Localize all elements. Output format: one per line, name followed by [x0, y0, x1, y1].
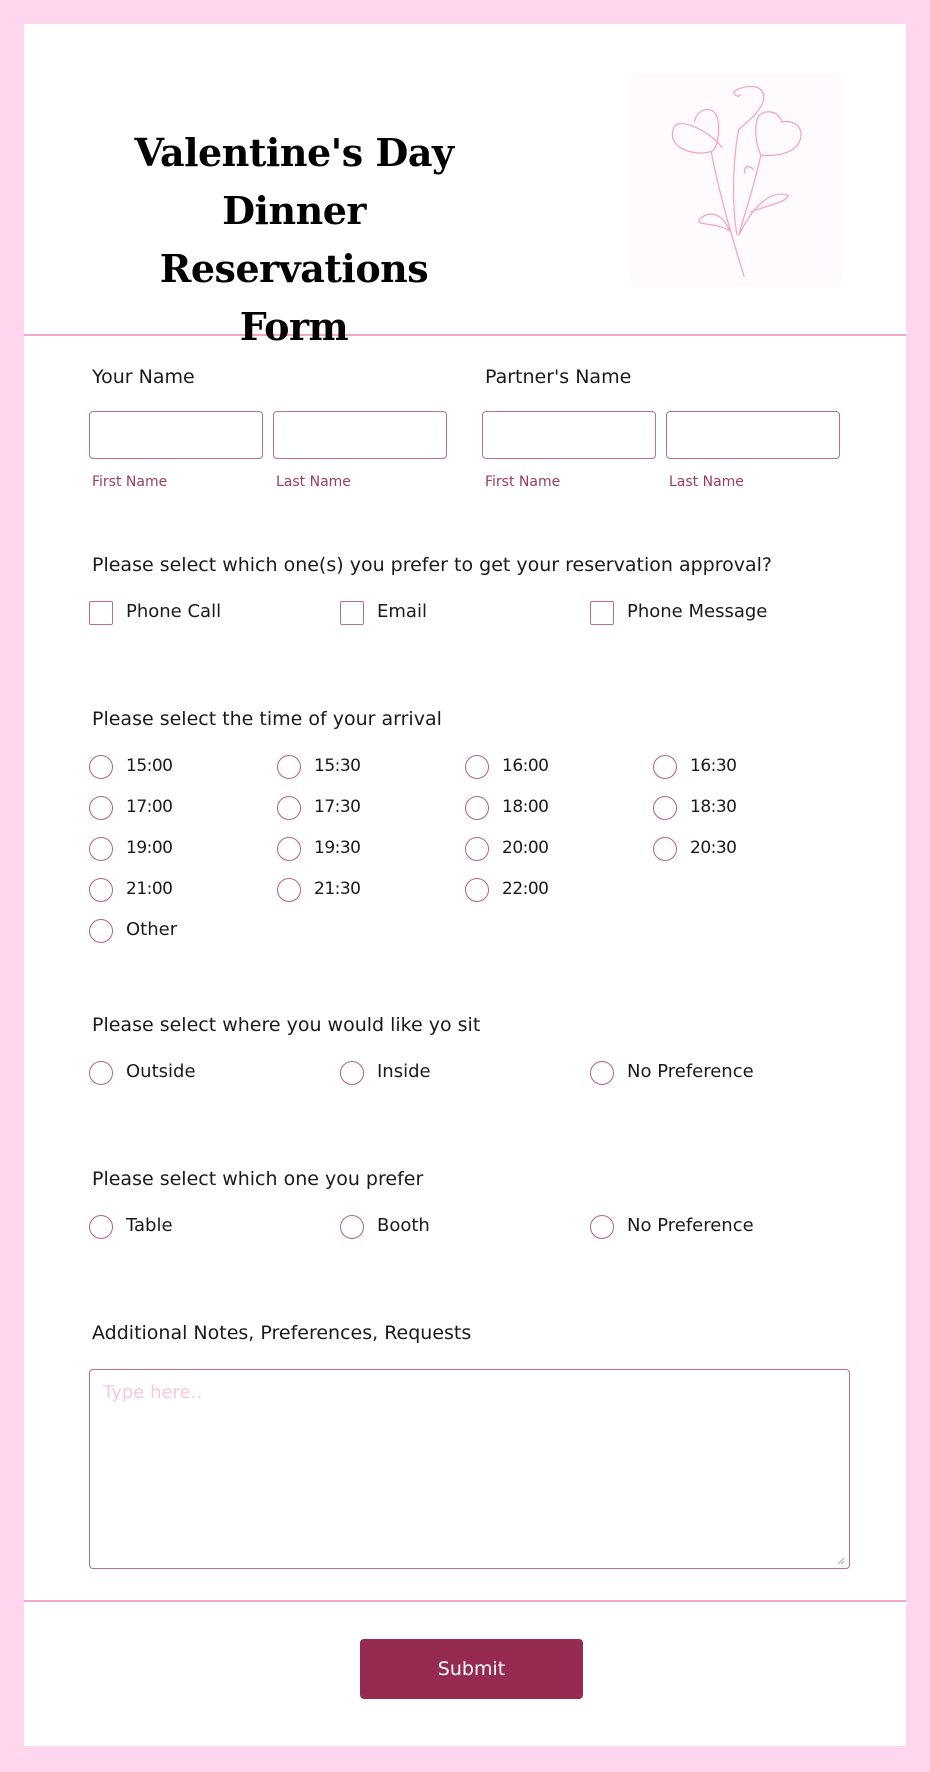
- arrival-label-2000[interactable]: 20:00: [502, 838, 549, 858]
- heart-flowers-illustration: [630, 74, 842, 286]
- arrival-label-1630[interactable]: 16:30: [690, 756, 737, 776]
- your-first-name-sublabel: First Name: [92, 474, 168, 490]
- approval-phone-message-checkbox[interactable]: [590, 601, 614, 625]
- seating-outside-radio[interactable]: [89, 1061, 113, 1085]
- form-card: [24, 24, 906, 1746]
- arrival-label-1900[interactable]: 19:00: [126, 838, 173, 858]
- partner-first-name-sublabel: First Name: [485, 474, 561, 490]
- seating-inside-radio[interactable]: [340, 1061, 364, 1085]
- your-last-name-input[interactable]: [273, 411, 447, 459]
- footer-divider: [24, 1600, 906, 1602]
- arrival-radio-1630[interactable]: [653, 755, 677, 779]
- arrival-label-1700[interactable]: 17:00: [126, 797, 173, 817]
- table-type-table-label[interactable]: Table: [126, 1215, 173, 1236]
- partner-last-name-input[interactable]: [666, 411, 840, 459]
- arrival-radio-1830[interactable]: [653, 796, 677, 820]
- arrival-label-1600[interactable]: 16:00: [502, 756, 549, 776]
- your-name-label: Your Name: [92, 366, 195, 388]
- arrival-radio-1530[interactable]: [277, 755, 301, 779]
- arrival-label-1730[interactable]: 17:30: [314, 797, 361, 817]
- seating-outside-label[interactable]: Outside: [126, 1061, 196, 1082]
- seating-inside-label[interactable]: Inside: [377, 1061, 431, 1082]
- table-type-table-radio[interactable]: [89, 1215, 113, 1239]
- resize-handle-icon[interactable]: [837, 1557, 845, 1565]
- arrival-radio-2100[interactable]: [89, 878, 113, 902]
- approval-phone-call-checkbox[interactable]: [89, 601, 113, 625]
- arrival-radio-1500[interactable]: [89, 755, 113, 779]
- partner-first-name-input[interactable]: [482, 411, 656, 459]
- arrival-radio-other[interactable]: [89, 919, 113, 943]
- your-first-name-input[interactable]: [89, 411, 263, 459]
- table-type-question: Please select which one you prefer: [92, 1168, 424, 1190]
- seating-no-preference-radio[interactable]: [590, 1061, 614, 1085]
- arrival-radio-1800[interactable]: [465, 796, 489, 820]
- arrival-label-other[interactable]: Other: [126, 919, 178, 940]
- approval-email-label[interactable]: Email: [377, 601, 427, 622]
- seating-no-preference-label[interactable]: No Preference: [627, 1061, 754, 1082]
- arrival-radio-1730[interactable]: [277, 796, 301, 820]
- approval-question: Please select which one(s) you prefer to get your reservation approval?: [92, 554, 772, 576]
- partner-last-name-sublabel: Last Name: [669, 474, 744, 490]
- notes-label: Additional Notes, Preferences, Requests: [92, 1322, 472, 1344]
- submit-button[interactable]: Submit: [360, 1639, 583, 1699]
- approval-phone-message-label[interactable]: Phone Message: [627, 601, 768, 622]
- table-type-no-preference-label[interactable]: No Preference: [627, 1215, 754, 1236]
- arrival-label-2100[interactable]: 21:00: [126, 879, 173, 899]
- form-header: [24, 24, 906, 349]
- form-title: Valentine's Day Dinner Reservations Form: [134, 130, 454, 349]
- arrival-label-1530[interactable]: 15:30: [314, 756, 361, 776]
- arrival-radio-1600[interactable]: [465, 755, 489, 779]
- partner-name-label: Partner's Name: [485, 366, 632, 388]
- table-type-booth-label[interactable]: Booth: [377, 1215, 430, 1236]
- notes-placeholder: Type here..: [103, 1382, 203, 1403]
- notes-textarea[interactable]: [89, 1369, 850, 1569]
- arrival-label-1930[interactable]: 19:30: [314, 838, 361, 858]
- arrival-label-1800[interactable]: 18:00: [502, 797, 549, 817]
- table-type-booth-radio[interactable]: [340, 1215, 364, 1239]
- arrival-radio-2030[interactable]: [653, 837, 677, 861]
- arrival-label-2030[interactable]: 20:30: [690, 838, 737, 858]
- arrival-label-2130[interactable]: 21:30: [314, 879, 361, 899]
- approval-email-checkbox[interactable]: [340, 601, 364, 625]
- arrival-radio-2130[interactable]: [277, 878, 301, 902]
- arrival-radio-2000[interactable]: [465, 837, 489, 861]
- arrival-radio-1930[interactable]: [277, 837, 301, 861]
- arrival-radio-2200[interactable]: [465, 878, 489, 902]
- arrival-radio-1700[interactable]: [89, 796, 113, 820]
- arrival-question: Please select the time of your arrival: [92, 708, 442, 730]
- arrival-label-2200[interactable]: 22:00: [502, 879, 549, 899]
- arrival-label-1500[interactable]: 15:00: [126, 756, 173, 776]
- table-type-no-preference-radio[interactable]: [590, 1215, 614, 1239]
- arrival-radio-1900[interactable]: [89, 837, 113, 861]
- approval-phone-call-label[interactable]: Phone Call: [126, 601, 222, 622]
- arrival-label-1830[interactable]: 18:30: [690, 797, 737, 817]
- your-last-name-sublabel: Last Name: [276, 474, 351, 490]
- seating-question: Please select where you would like yo sit: [92, 1014, 481, 1036]
